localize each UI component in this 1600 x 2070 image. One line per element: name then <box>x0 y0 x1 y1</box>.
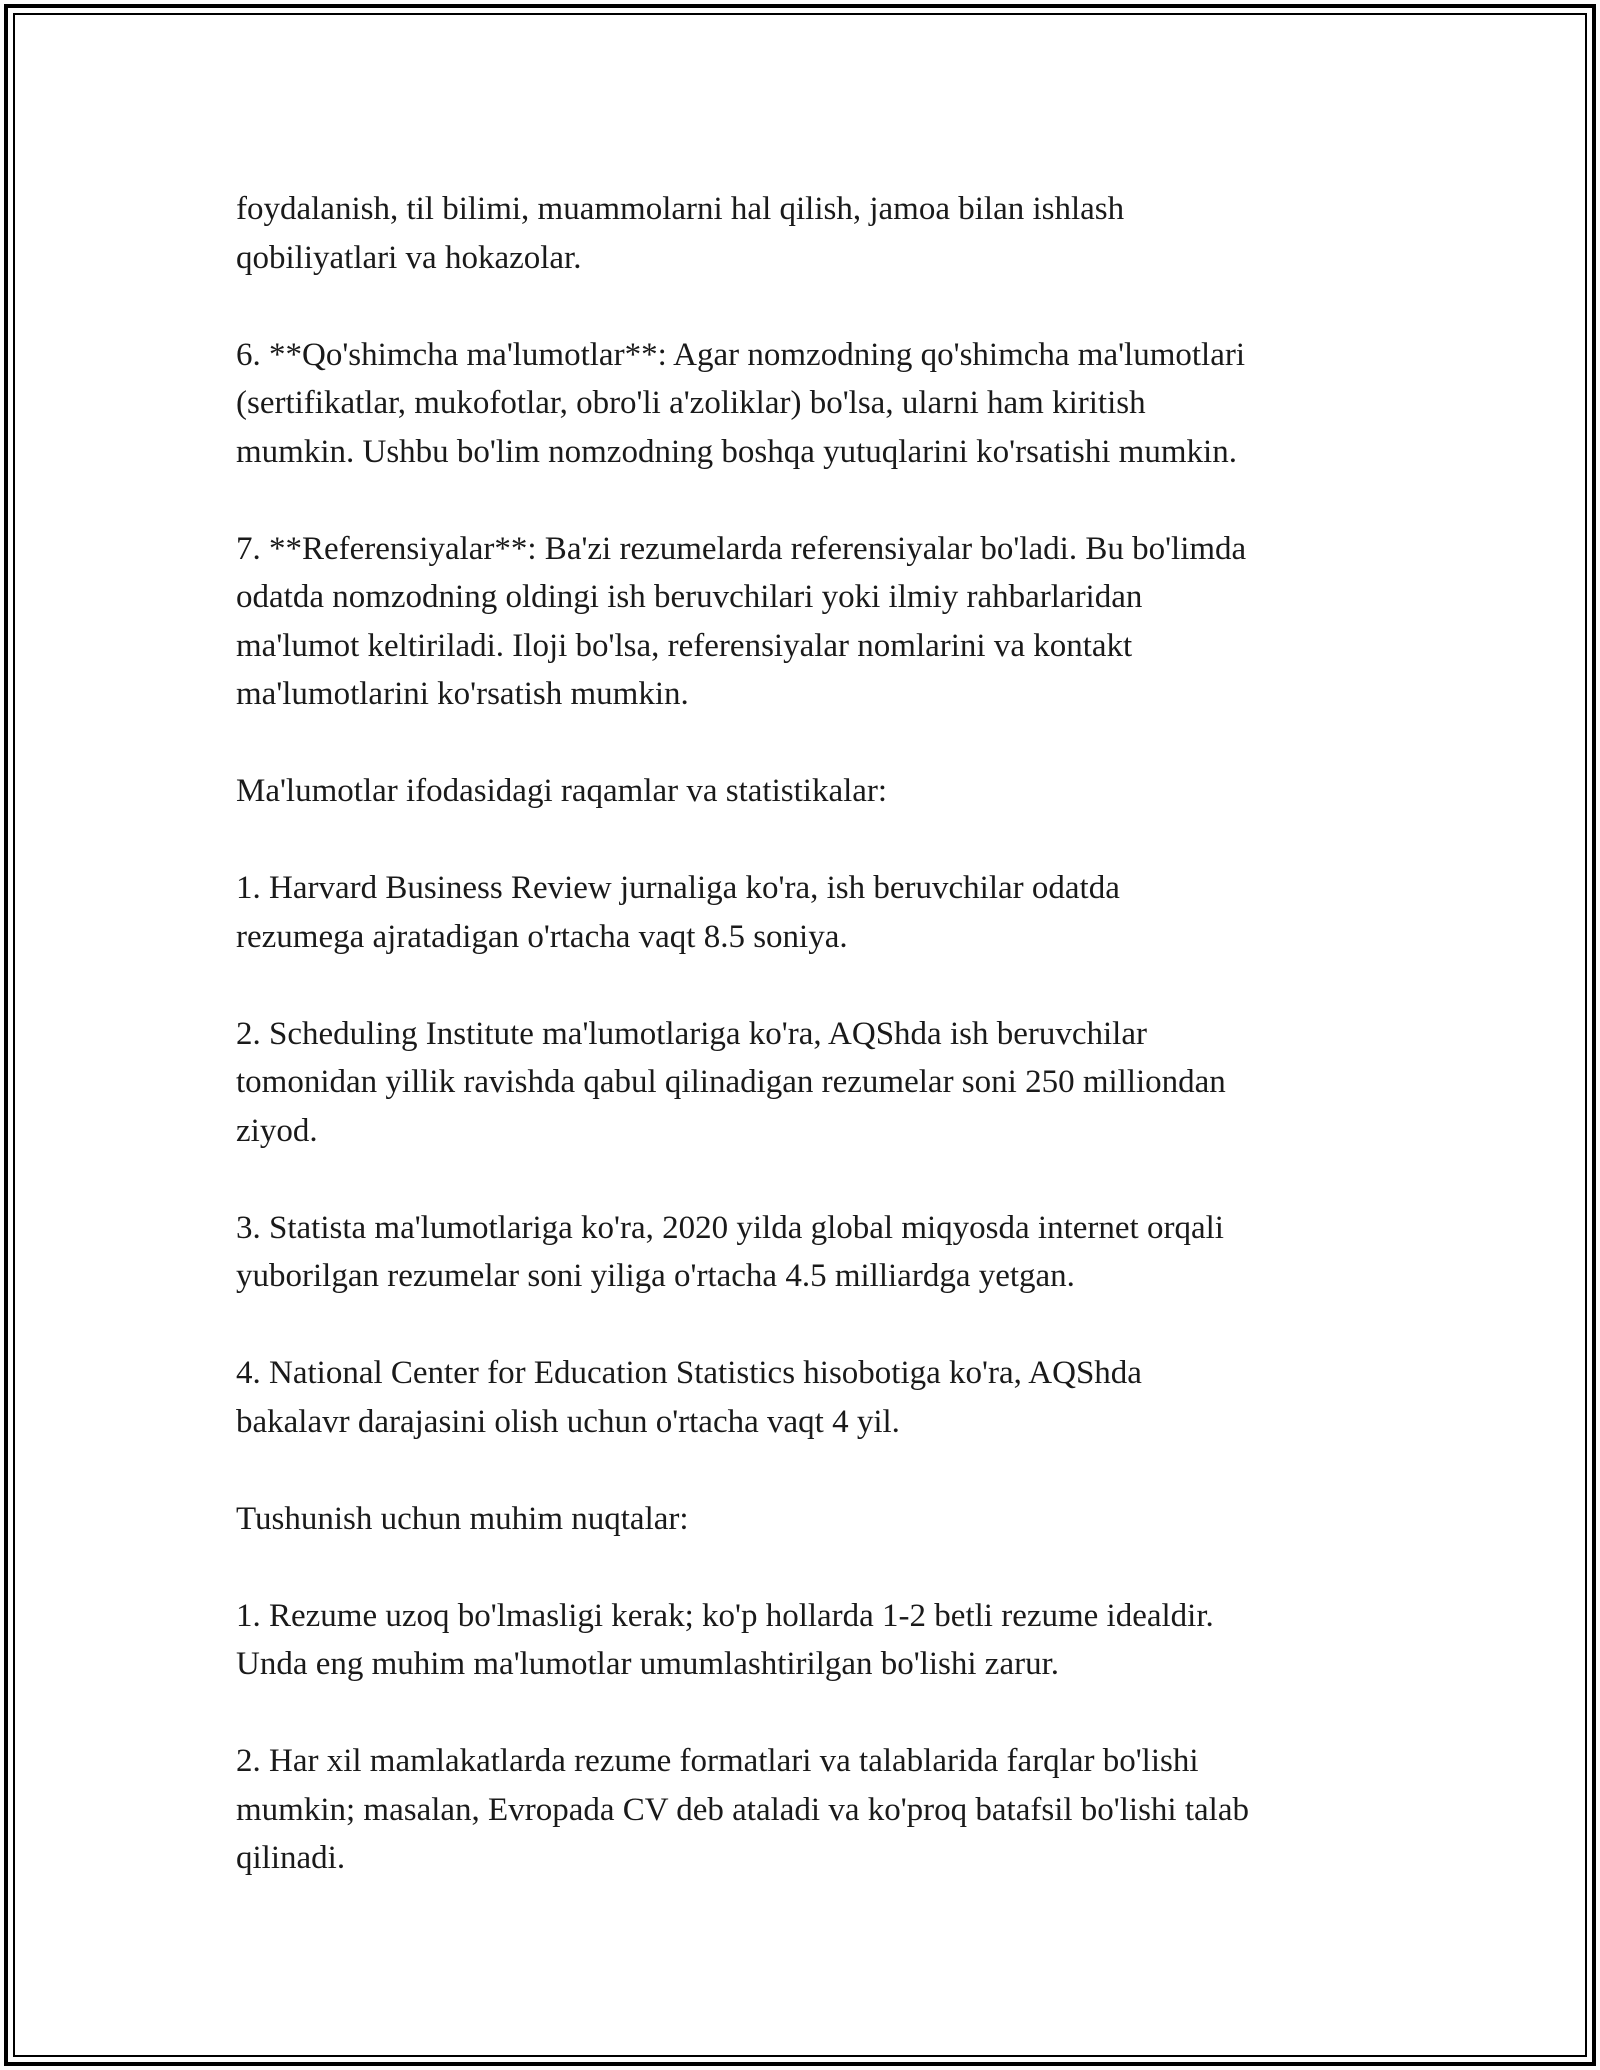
text-line: qobiliyatlari va hokazolar. <box>236 239 582 276</box>
text-line: 1. Harvard Business Review jurnaliga ko'ra, ish beruvchilar odatda <box>236 870 1120 906</box>
text-line: bakalavr darajasini olish uchun o'rtacha vaqt 4 yil. <box>236 1403 900 1440</box>
text-line: 7. **Referensiyalar**: Ba'zi rezumelarda referensiyalar bo'ladi. Bu bo'limda <box>236 530 1247 567</box>
text-line: ma'lumot keltiriladi. Iloji bo'lsa, referensiyalar nomlarini va kontakt <box>236 627 1133 664</box>
text-line: 2. Scheduling Institute ma'lumotlariga ko'ra, AQShda ish beruvchilar <box>236 1015 1147 1052</box>
paragraph <box>236 1204 1386 1301</box>
paragraph <box>236 1737 1386 1883</box>
paragraph <box>236 1349 1386 1446</box>
text-line: tomonidan yillik ravishda qabul qilinadigan rezumelar soni 250 milliondan <box>236 1064 1226 1100</box>
paragraph <box>236 331 1386 477</box>
text-line: 6. **Qo'shimcha ma'lumotlar**: Agar nomzodning qo'shimcha ma'lumotlari <box>236 336 1246 373</box>
text-line: 2. Har xil mamlakatlarda rezume formatlari va talablarida farqlar bo'lishi <box>236 1743 1199 1779</box>
text-line: odatda nomzodning oldingi ish beruvchilari yoki ilmiy rahbarlaridan <box>236 579 1143 615</box>
text-line: 3. Statista ma'lumotlariga ko'ra, 2020 yilda global miqyosda internet orqali <box>236 1209 1224 1246</box>
text-line: Tushunish uchun muhim nuqtalar: <box>236 1500 689 1537</box>
paragraph <box>236 864 1386 961</box>
text-line: qilinadi. <box>236 1840 346 1876</box>
text-line: foydalanish, til bilimi, muammolarni hal qilish, jamoa bilan ishlash <box>236 191 1125 227</box>
text-line: Unda eng muhim ma'lumotlar umumlashtirilgan bo'lishi zarur. <box>236 1646 1060 1682</box>
text-line: mumkin. Ushbu bo'lim nomzodning boshqa yutuqlarini ko'rsatishi mumkin. <box>236 433 1237 470</box>
text-line: rezumega ajratadigan o'rtacha vaqt 8.5 soniya. <box>236 918 848 955</box>
paragraph <box>236 1495 1386 1544</box>
text-line: Ma'lumotlar ifodasidagi raqamlar va statistikalar: <box>236 773 888 809</box>
text-line: 4. National Center for Education Statistics hisobotiga ko'ra, AQShda <box>236 1355 1142 1391</box>
text-line: (sertifikatlar, mukofotlar, obro'li a'zoliklar) bo'lsa, ularni ham kiritish <box>236 385 1146 421</box>
paragraph <box>236 525 1386 719</box>
text-line: 1. Rezume uzoq bo'lmasligi kerak; ko'p hollarda 1-2 betli rezume idealdir. <box>236 1597 1214 1634</box>
paragraph <box>236 185 1386 282</box>
text-line: ziyod. <box>236 1112 318 1149</box>
paragraph <box>236 1010 1386 1156</box>
text-line: ma'lumotlarini ko'rsatish mumkin. <box>236 676 689 712</box>
paragraph <box>236 1592 1386 1689</box>
text-line: mumkin; masalan, Evropada CV deb ataladi va ko'proq batafsil bo'lishi talab <box>236 1791 1249 1828</box>
paragraph <box>236 767 1386 816</box>
document-body <box>236 185 1386 1883</box>
text-line: yuborilgan rezumelar soni yiliga o'rtacha 4.5 milliardga yetgan. <box>236 1258 1075 1294</box>
